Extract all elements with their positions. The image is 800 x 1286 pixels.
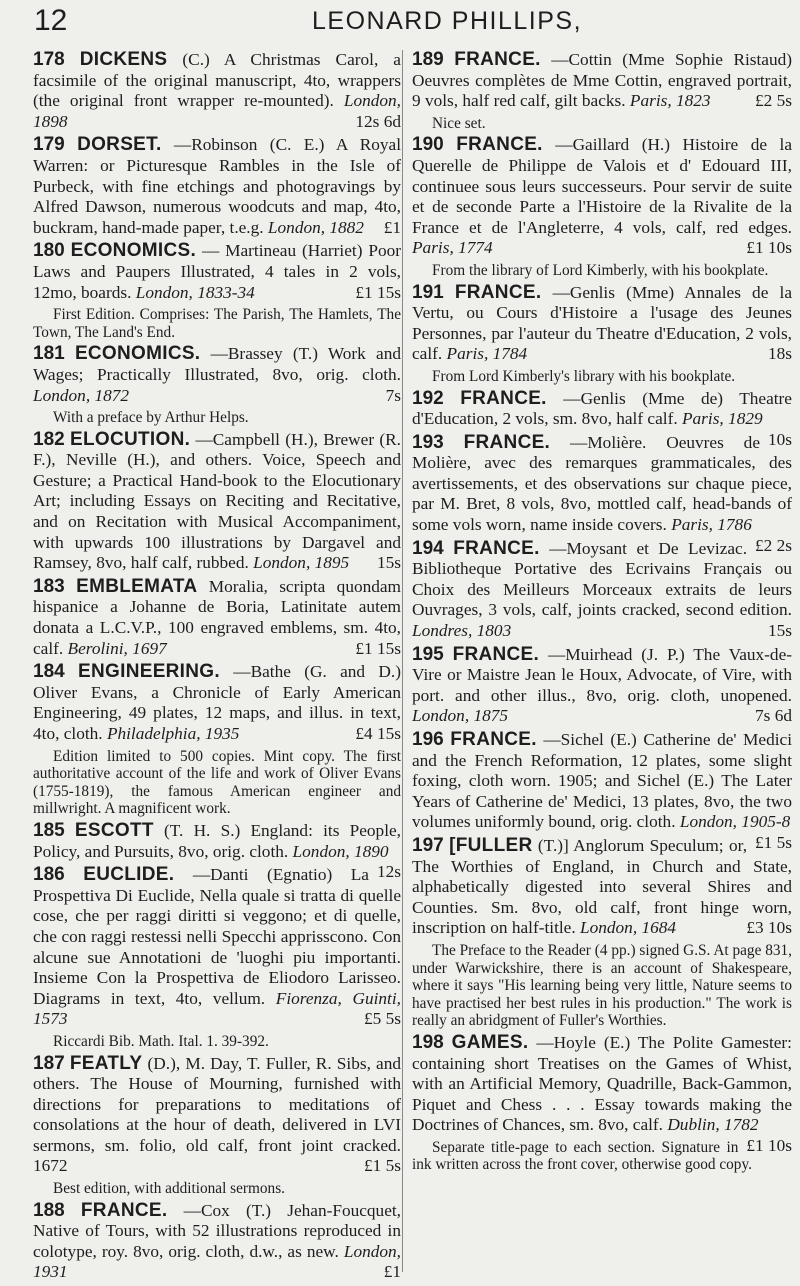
entry-note: Best edition, with additional sermons. xyxy=(53,1180,285,1198)
entry-number: 190 xyxy=(412,134,444,156)
catalogue-entry xyxy=(33,344,401,406)
entry-note: Separate title-page to each section. Signature in ink written across the front cover, otherwise good copy. xyxy=(412,1138,752,1174)
entry-imprint: London, 1684 xyxy=(580,918,677,938)
entry-imprint: London, 1882 xyxy=(267,217,364,237)
entry-imprint: London, 1872 xyxy=(33,385,130,405)
entry-imprint: London, 1875 xyxy=(412,706,509,726)
entry-price: £4 15s xyxy=(355,724,401,743)
entry-price: 7s xyxy=(385,385,401,405)
entry-description: (D.), M. Day, T. Fuller, R. Sibs, and others. The House of Mourning, furnished with directions for preparations to meditations of consolations at the hour of death, delivered in LVI sermons, sm. folio, old calf, front joint cracked. 1672 xyxy=(33,1053,401,1176)
entry-number: 198 xyxy=(412,1031,444,1053)
entry-price: 15s xyxy=(767,621,792,641)
catalogue-entry xyxy=(33,50,401,132)
entry-description: — Martineau (Harriet) Poor Laws and Paupers Illustrated, 4 tales in 2 vols, 12mo, boards. xyxy=(33,241,401,302)
entry-number: 179 xyxy=(33,134,65,156)
entry-number: 178 xyxy=(33,49,65,70)
entry-imprint: Fiorenza, Guinti, 1573 xyxy=(33,988,401,1029)
catalogue-entry xyxy=(412,539,792,642)
entry-heading: FEATLY xyxy=(69,1052,143,1074)
entry-number: 195 xyxy=(412,643,444,665)
entry-heading: DORSET. xyxy=(77,134,162,156)
entry-note: With a preface by Arthur Helps. xyxy=(53,409,249,427)
entry-heading: DICKENS xyxy=(79,49,168,70)
entry-heading: EUCLIDE. xyxy=(83,864,175,886)
entry-description: —Genlis (Mme) Annales de la Vertu, ou Cours d'Histoire a l'usage des Jeunes Personnes, par l'auteur du Theatre d'Education, 2 vols, calf. xyxy=(412,282,792,364)
entry-price: £1 10s xyxy=(746,238,792,258)
right-column xyxy=(412,50,792,1177)
entry-imprint: London, 1898 xyxy=(33,91,401,131)
entry-price: 12s xyxy=(376,862,401,882)
entry-imprint: Berolini, 1697 xyxy=(67,638,167,658)
entry-imprint: Paris, 1774 xyxy=(412,238,493,258)
entry-imprint: Paris, 1829 xyxy=(681,409,763,429)
entry-description: —Genlis (Mme de) Theatre d'Education, 2 vols, sm. 8vo, half calf. xyxy=(412,388,792,429)
catalogue-entry xyxy=(412,836,792,939)
entry-heading: FRANCE. xyxy=(463,431,551,453)
entry-imprint: London, 1895 xyxy=(253,553,350,573)
entry-description: —Molière. Oeuvres de Molière, avec des remarques grammaticales, des avertissements, et des observations sur chaque piece, par M. Bret, 8 vols, 8vo, mottled calf, head-bands of some vols worn, name inside covers. xyxy=(412,432,792,535)
entry-note: From the library of Lord Kimberly, with his bookplate. xyxy=(432,261,769,279)
entry-heading: [FULLER xyxy=(449,834,533,856)
entry-number: 181 xyxy=(33,343,65,365)
entry-number: 189 xyxy=(412,49,444,70)
entry-note: Edition limited to 500 copies. Mint copy. The first authoritative account of the life and work of Oliver Evans (1755-1819), the famous American engineer and millwright. A magnificent work. xyxy=(33,747,401,818)
entry-note: First Edition. Comprises: The Parish, The Hamlets, The Town, The Land's End. xyxy=(33,306,401,341)
catalogue-entry xyxy=(33,1054,401,1178)
entry-price: £1 5s xyxy=(755,832,792,852)
entry-description: —Danti (Egnatio) La Prospettiva Di Euclide, Nella quale si tratta di quelle cose, che per raggi diritti si veggono; et di quelle, che con raggi restessi nelli Specchi apprisscono. Con alcune sue Annotationi de 'luoghi piu importanti. Insieme Con la Prospettiva de Eliodoro Larisseo. Diagrams in text, 4to, vellum. xyxy=(33,865,401,1008)
entry-imprint: Paris, 1823 xyxy=(629,91,711,111)
entry-description: —Cottin (Mme Sophie Ristaud) Oeuvres complètes de Mme Cottin, engraved portrait, 9 vols, half red calf, gilt backs. xyxy=(412,50,792,111)
entry-heading: FRANCE. xyxy=(454,281,542,303)
entry-number: 192 xyxy=(412,387,444,409)
catalogue-entry xyxy=(33,577,401,659)
entry-description: (T. H. S.) England: its People, Policy, and Pursuits, 8vo, orig. cloth. xyxy=(33,820,401,861)
entry-description: (C.) A Christmas Carol, a facsimile of the original manuscript, 4to, wrappers (the original front wrapper re-mounted). xyxy=(33,50,401,111)
catalogue-entry xyxy=(33,430,401,574)
entry-description: —Sichel (E.) Catherine de' Medici and the French Reformation, 12 plates, some slight foxing, cloth worn. 1905; and Sichel (E.) The Later Years of Catherine de' Medici, 13 plates, 8vo, the two volumes uniformly bound, orig. cloth. xyxy=(412,730,792,832)
entry-description: Moralia, scripta quondam hispanice a Johanne de Boria, Latinitate autem donata a L.C.V.P., 100 engraved emblems, sm. 4to, calf. xyxy=(33,576,401,658)
entry-imprint: Philadelphia, 1935 xyxy=(106,724,240,743)
entry-number: 183 xyxy=(33,575,65,597)
entry-heading: FRANCE. xyxy=(452,643,540,665)
entry-number: 197 xyxy=(412,834,444,856)
catalogue-entry xyxy=(412,50,792,112)
entry-heading: FRANCE. xyxy=(453,537,540,559)
entry-number: 182 xyxy=(33,428,65,450)
entry-imprint: London, 1905-8 xyxy=(679,812,791,832)
entry-number: 180 xyxy=(33,240,65,262)
entry-number: 186 xyxy=(33,864,65,886)
entry-number: 194 xyxy=(412,537,444,559)
entry-imprint: London, 1833-34 xyxy=(135,282,255,302)
entry-imprint: London, 1931 xyxy=(33,1241,401,1282)
entry-description: —Robinson (C. E.) A Royal Warren: or Picturesque Rambles in the Isle of Purbeck, with fine etchings and photogravings by Alfred Dawson, numerous woodcuts and map, 4to, buckram, hand-made paper, t.e.g. xyxy=(33,135,401,237)
catalogue-entry xyxy=(33,135,401,238)
entry-number: 191 xyxy=(412,281,444,303)
entry-note: Riccardi Bib. Math. Ital. 1. 39-392. xyxy=(53,1032,269,1050)
entry-number: 193 xyxy=(412,431,444,453)
entry-number: 196 xyxy=(412,729,444,750)
page-header xyxy=(34,4,794,46)
entry-heading: FRANCE. xyxy=(456,134,543,156)
entry-note: Nice set. xyxy=(432,114,486,132)
entry-description: —Moysant et De Levizac. Bibliotheque Portative des Ecrivains Français ou Choix des Meilleurs Morceaux extraits de leurs Ouvrages, 3 vols, calf, joints cracked, second edition. xyxy=(412,538,792,620)
entry-imprint: Paris, 1784 xyxy=(446,344,528,364)
entry-price: £1 10s xyxy=(746,1135,792,1155)
entry-number: 185 xyxy=(33,819,65,841)
entry-number: 188 xyxy=(33,1199,65,1221)
entry-heading: ESCOTT xyxy=(74,819,154,841)
entry-description: —Campbell (H.), Brewer (R. F.), Neville (H.), and others. Voice, Speech and Gesture; a Practical Hand-book to the Elocutionary Art; including Essays on Reciting and Recitative, and on Recitation with Musical Accompaniment, with upwards 100 illustrations by Dargavel and Ramsey, 8vo, half calf, rubbed. xyxy=(33,429,401,573)
entry-imprint: Paris, 1786 xyxy=(671,515,752,535)
catalogue-entry xyxy=(412,283,792,365)
entry-description: —Cox (T.) Jehan-Foucquet, Native of Tours, with 52 illustrations reproduced in colotype, roy. 8vo, orig. cloth, d.w., as new. xyxy=(33,1200,401,1261)
entry-heading: ECONOMICS. xyxy=(70,240,197,262)
entry-heading: FRANCE. xyxy=(80,1199,168,1221)
entry-price: 10s xyxy=(767,429,792,449)
column-divider xyxy=(402,50,403,1272)
running-head: LEONARD PHILLIPS, xyxy=(312,7,583,35)
entry-heading: FRANCE. xyxy=(450,729,537,750)
entry-description: —Brassey (T.) Work and Wages; Practically Illustrated, 8vo, orig. cloth. xyxy=(33,344,401,384)
entry-number: 187 xyxy=(33,1052,65,1074)
entry-price: 7s 6d xyxy=(755,706,792,726)
entry-heading: EMBLEMATA xyxy=(76,575,198,597)
entry-heading: GAMES. xyxy=(451,1031,529,1053)
entry-number: 184 xyxy=(33,661,65,683)
entry-price: 15s xyxy=(376,553,401,573)
catalogue-entry xyxy=(412,645,792,727)
entry-description: —Hoyle (E.) The Polite Gamester: containing short Treatises on the Games of Whist, with an Artificial Memory, Quadrille, Back-Gammon, Piquet and Chess . . . Essay towards making the Doctrines of Chances, sm. 8vo, calf. xyxy=(412,1032,792,1135)
entry-imprint: London, 1890 xyxy=(292,841,389,861)
entry-description: —Bathe (G. and D.) Oliver Evans, a Chronicle of Early American Engineering, 49 plates, 12 maps, and illus. in text, 4to, cloth. xyxy=(33,662,401,743)
entry-heading: FRANCE. xyxy=(460,387,547,409)
catalogue-entry xyxy=(33,865,401,1030)
entry-description: (T.)] Anglorum Speculum; or, The Worthies of England, in Church and State, alphabetically digested into several Shires and Counties. Sm. 8vo, old calf, front hinge worn, inscription on half-title. xyxy=(412,835,792,938)
catalogue-entry xyxy=(412,1031,792,1155)
catalogue-entry xyxy=(412,135,792,259)
catalogue-entry xyxy=(33,241,401,303)
entry-description: —Gaillard (H.) Histoire de la Querelle de Philippe de Valois et d' Edouard III, continuee sous leurs successeurs. Pour servir de suite et de seconde Parte a l'Histoire de la Rivalite de la France et de l'Angleterre, 4 vols, calf, red edges. xyxy=(412,135,792,237)
entry-price: £2 5s xyxy=(755,91,792,111)
entry-heading: FRANCE. xyxy=(454,49,541,70)
entry-imprint: Dublin, 1782 xyxy=(667,1115,759,1135)
entry-note: From Lord Kimberly's library with his bookplate. xyxy=(432,367,736,385)
entry-heading: ENGINEERING. xyxy=(78,661,220,683)
entry-price: £1 xyxy=(383,217,401,237)
entry-price: £1 15s xyxy=(355,638,401,658)
entry-price: 18s xyxy=(767,344,792,364)
catalogue-entry xyxy=(33,662,401,744)
entry-price: 12s 6d xyxy=(355,111,401,131)
entry-note: The Preface to the Reader (4 pp.) signed G.S. At page 831, under Warwickshire, there is an account of Shakespeare, where it says "His learning being very little, Nature seems to have practised her best rules in his production." The work is really an abridgment of Fuller's Worthies. xyxy=(412,941,792,1030)
page-number: 12 xyxy=(34,4,68,37)
entry-price: £3 10s xyxy=(746,918,792,938)
entry-imprint: Londres, 1803 xyxy=(412,621,512,641)
entry-heading: ELOCUTION. xyxy=(70,428,191,450)
entry-heading: ECONOMICS. xyxy=(74,343,201,365)
catalogue-entry xyxy=(33,1201,401,1283)
entry-price: £1 xyxy=(383,1262,401,1282)
entry-price: £5 5s xyxy=(364,1009,401,1029)
entry-price: £2 2s xyxy=(755,535,792,555)
entry-description: —Muirhead (J. P.) The Vaux-de-Vire or Maistre Jean le Houx, Advocate, of Vire, with port. and other illus., 8vo, orig. cloth, unopened. xyxy=(412,644,792,705)
entry-price: £1 5s xyxy=(364,1156,401,1176)
entry-price: £1 15s xyxy=(355,282,401,302)
left-column xyxy=(33,50,401,1286)
